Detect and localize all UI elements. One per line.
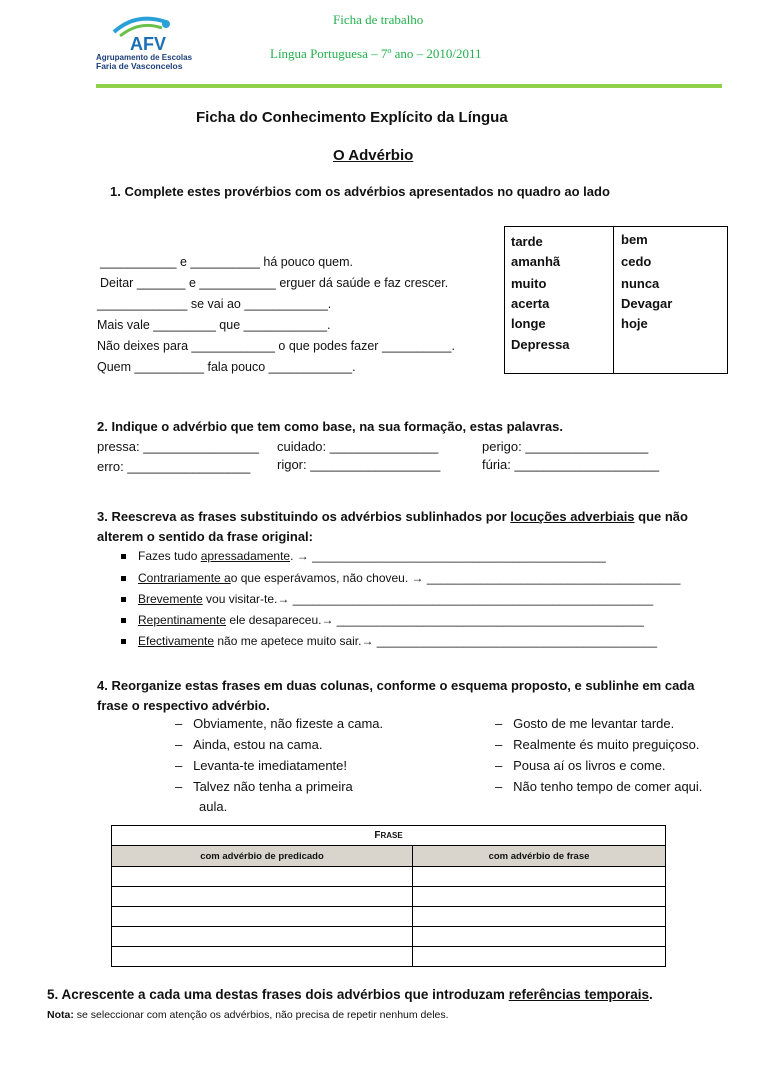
q5-heading-text: 5. Acrescente a cada uma destas frases dois advérbios que introduzam <box>47 987 509 1002</box>
q4-right-item: – Pousa aí os livros e come. <box>495 758 666 773</box>
q4-left-text: Levanta-te imediatamente! <box>193 758 348 773</box>
q4-right-text: Não tenho tempo de comer aqui. <box>513 779 703 794</box>
q3-heading <box>97 509 688 524</box>
q1-line: ___________ e __________ há pouco quem. <box>100 255 354 269</box>
adverb-word: Depressa <box>511 337 570 352</box>
q4-right-text: Gosto de me levantar tarde. <box>513 716 675 731</box>
q4-left-item: – Levanta-te imediatamente! <box>175 758 348 773</box>
bullet-icon <box>121 639 126 644</box>
table-cell[interactable] <box>413 907 666 927</box>
bullet-icon <box>121 576 126 581</box>
q3-heading-line2: alterem o sentido da frase original: <box>97 529 313 544</box>
q2-heading: 2. Indique o advérbio que tem como base, na sua formação, estas palavras. <box>97 419 563 434</box>
bullet-icon <box>121 597 126 602</box>
q3-heading-text: 3. Reescreva as frases substituindo os advérbios sublinhados por <box>97 509 511 524</box>
q3-adverb: apressadamente <box>200 549 291 563</box>
table-cell[interactable] <box>112 947 413 967</box>
col-header-predicado: com advérbio de predicado <box>112 846 413 867</box>
frase-table-title-row <box>112 826 666 846</box>
adverb-word: acerta <box>511 296 550 311</box>
q1-line: Quem __________ fala pouco ____________. <box>97 360 356 374</box>
header-rule <box>96 84 722 88</box>
q5-heading-underlined: referências temporais <box>508 987 650 1002</box>
header-title: Ficha de trabalho <box>333 12 424 27</box>
adverb-word: hoje <box>621 316 648 331</box>
q1-line: Deitar _______ e ___________ erguer dá saúde e faz crescer. <box>100 276 449 290</box>
q4-left-text: Obviamente, não fizeste a cama. <box>193 716 384 731</box>
frase-title-initial: F <box>374 830 381 841</box>
q3-heading-tail: que não <box>634 509 688 524</box>
q3-adverb: Contrariamente a <box>138 571 231 585</box>
table-row <box>112 927 666 947</box>
table-cell[interactable] <box>413 867 666 887</box>
frase-title-rest: RASE <box>380 831 403 840</box>
adverb-box-divider <box>613 227 614 373</box>
table-row <box>112 887 666 907</box>
adverb-word: Devagar <box>621 296 673 311</box>
adverb-word: amanhã <box>511 254 561 269</box>
table-row <box>112 907 666 927</box>
q3-item <box>138 571 680 585</box>
logo-line1: Agrupamento de Escolas <box>96 53 193 62</box>
q3-adverb: Repentinamente <box>138 613 227 627</box>
bullet-icon <box>121 554 126 559</box>
q3-heading-underlined: locuções adverbiais <box>510 509 635 524</box>
table-cell[interactable] <box>413 947 666 967</box>
q4-left-item: – Talvez não tenha a primeira <box>175 779 353 794</box>
q4-left-item: – Ainda, estou na cama. <box>175 737 323 752</box>
q1-line: _____________ se vai ao ____________. <box>97 297 332 311</box>
q2-item: fúria: ____________________ <box>482 457 660 472</box>
q1-line: Mais vale _________ que ____________. <box>97 318 331 332</box>
table-row <box>112 947 666 967</box>
table-cell[interactable] <box>112 887 413 907</box>
q3-item-post: não me apetece muito sair.→ __________________________________________ <box>214 634 658 648</box>
table-cell[interactable] <box>112 867 413 887</box>
q2-item: cuidado: _______________ <box>277 439 439 454</box>
q4-left-text: Talvez não tenha a primeira <box>193 779 353 794</box>
frase-table-title <box>112 826 666 846</box>
q3-item-post: o que esperávamos, não choveu. → ______________________________________ <box>230 571 681 585</box>
q2-item: erro: _________________ <box>97 459 251 474</box>
header-subtitle: Língua Portuguesa – 7º ano – 2010/2011 <box>270 46 482 61</box>
bullet-icon <box>121 618 126 623</box>
logo-letters: AFV <box>130 34 166 54</box>
adverb-word: cedo <box>621 254 652 269</box>
q4-right-item: – Gosto de me levantar tarde. <box>495 716 675 731</box>
q3-item-post: . → ____________________________________________ <box>290 549 606 563</box>
q4-right-text: Pousa aí os livros e come. <box>513 758 666 773</box>
q3-item <box>138 549 606 563</box>
q4-left-item: – Obviamente, não fizeste a cama. <box>175 716 384 731</box>
frase-table-header-row <box>112 846 666 867</box>
adverb-word: muito <box>511 276 547 291</box>
q3-adverb: Brevemente <box>138 592 203 606</box>
q2-item: pressa: ________________ <box>97 439 259 454</box>
q2-item: rigor: __________________ <box>277 457 441 472</box>
q2-item: perigo: _________________ <box>482 439 649 454</box>
q4-heading-line2: frase o respectivo advérbio. <box>97 698 270 713</box>
table-cell[interactable] <box>112 907 413 927</box>
q5-heading <box>47 987 653 1002</box>
q4-right-text: Realmente és muito preguiçoso. <box>513 737 700 752</box>
table-cell[interactable] <box>413 927 666 947</box>
table-cell[interactable] <box>112 927 413 947</box>
q3-item <box>138 634 657 648</box>
doc-title: Ficha do Conhecimento Explícito da Língua <box>196 109 508 126</box>
table-row <box>112 867 666 887</box>
table-cell[interactable] <box>413 887 666 907</box>
q3-item-post: ele desapareceu.→ ______________________________________________ <box>226 613 644 627</box>
school-logo <box>96 12 211 70</box>
q3-item <box>138 592 653 606</box>
col-header-frase: com advérbio de frase <box>413 846 666 867</box>
adverb-word: longe <box>511 316 546 331</box>
adverb-word: tarde <box>511 234 543 249</box>
q3-adverb: Efectivamente <box>138 634 215 648</box>
note-text: se seleccionar com atenção os advérbios, não precisa de repetir nenhum deles. <box>73 1009 449 1021</box>
adverb-box <box>504 226 728 374</box>
q4-right-item: – Realmente és muito preguiçoso. <box>495 737 700 752</box>
q4-left-text: Ainda, estou na cama. <box>193 737 323 752</box>
doc-subtitle: O Advérbio <box>333 147 414 164</box>
logo-line2: Faria de Vasconcelos <box>96 61 183 70</box>
q1-heading: 1. Complete estes provérbios com os advérbios apresentados no quadro ao lado <box>110 184 610 199</box>
q5-heading-tail: . <box>649 987 653 1002</box>
adverb-word: bem <box>621 232 648 247</box>
note-label: Nota: <box>47 1009 74 1021</box>
q4-heading: 4. Reorganize estas frases em duas colunas, conforme o esquema proposto, e sublinhe em cada <box>97 678 695 693</box>
q4-left-continuation: aula. <box>199 799 228 814</box>
q4-right-item: – Não tenho tempo de comer aqui. <box>495 779 703 794</box>
q3-item-pre: Fazes tudo <box>138 549 201 563</box>
q3-item <box>138 613 644 627</box>
q1-line: Não deixes para ____________ o que podes fazer __________. <box>97 339 455 353</box>
q5-note <box>47 1009 449 1021</box>
adverb-word: nunca <box>621 276 660 291</box>
frase-table <box>111 825 666 967</box>
q3-item-post: vou visitar-te.→ ______________________________________________________ <box>202 592 654 606</box>
